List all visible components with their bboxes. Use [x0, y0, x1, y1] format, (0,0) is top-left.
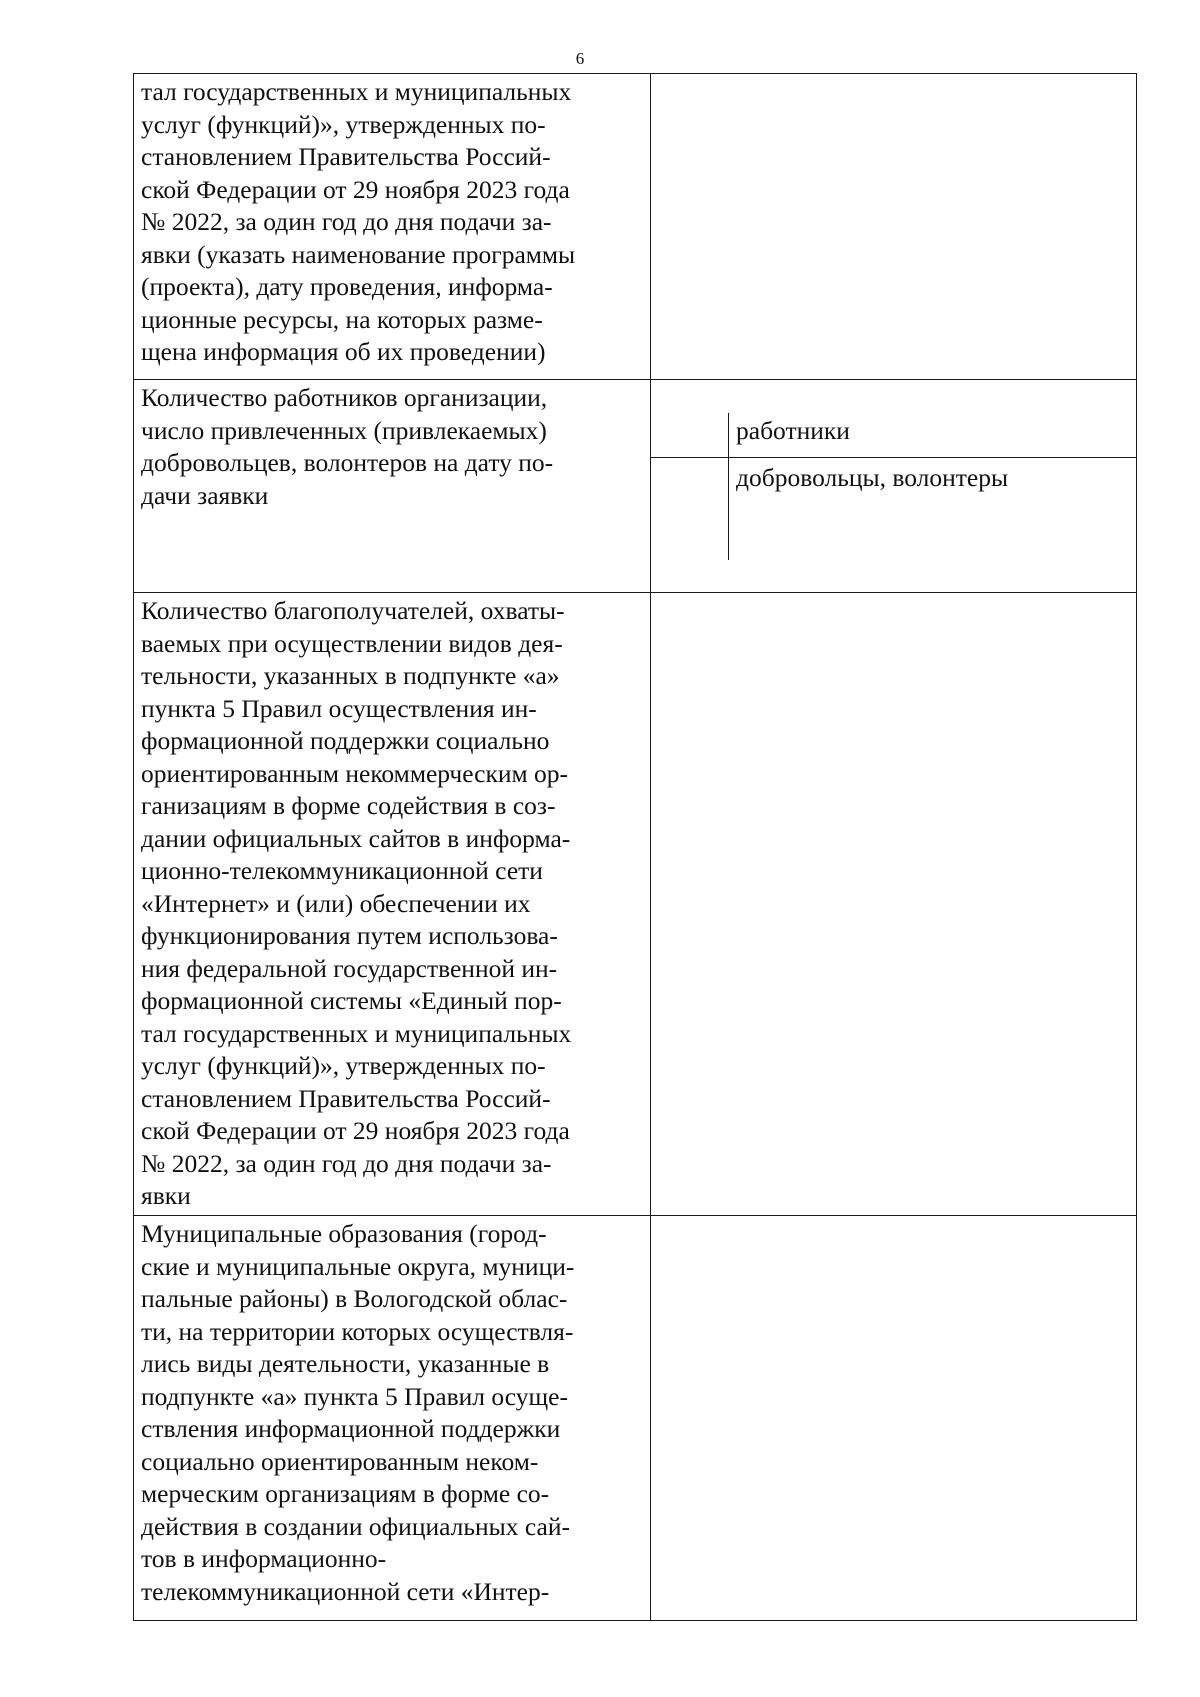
- table-row: [134, 593, 1137, 1216]
- volunteers-label: добровольцы, волонтеры: [736, 462, 1009, 492]
- row-value-field[interactable]: [651, 74, 1137, 380]
- volunteers-count-field[interactable]: [651, 457, 729, 560]
- page-number: 6: [575, 49, 585, 68]
- row-value-field[interactable]: [651, 593, 1137, 1216]
- row-value-field[interactable]: [651, 1216, 1137, 1621]
- staff-volunteers-cell: [651, 380, 1137, 593]
- row-label: Количество благополучателей, охваты- ваемых при осуществлении видов дея- тельности, указанных в подпункте «а» пункта 5 Правил осуществления ин- формационной поддержки социально ориентированным некоммерческим ор- ганизациям в форме содействия в соз- дании официальных сайтов в информа- ционно-телекоммуникационной сети «Интернет» и (или) обеспечении их функционирования путем использова- ния федеральной государственной ин- формационной системы «Единый пор- тал государственных и муниципальных услуг (функций)», утвержденных по- становлением Правительства Россий- ской Федерации от 29 ноября 2023 года № 2022, за один год до дня подачи за- явки: [134, 593, 651, 1216]
- employees-label: работники: [729, 413, 1137, 458]
- subtable-row: [651, 457, 1136, 560]
- table-row: [134, 1216, 1137, 1621]
- row-label: Количество работников организации, число привлеченных (привлекаемых) добровольцев, волонтеров на дату по- дачи заявки: [134, 380, 651, 593]
- application-form-table: [133, 73, 1137, 1621]
- row-label: тал государственных и муниципальных услуг (функций)», утвержденных по- становлением Правительства Россий- ской Федерации от 29 ноября 2023 года № 2022, за один год до дня подачи за- явки (указать наименование программы (проекта), дату проведения, информа- ционные ресурсы, на которых разме- щена информация об их проведении): [134, 74, 651, 380]
- row-label: Муниципальные образования (город- ские и муниципальные округа, муници- пальные районы) в Вологодской облас- ти, на территории которых осуществля- лись виды деятельности, указанные в подпункте «а» пункта 5 Правил осуще- ствления информационной поддержки социально ориентированным неком- мерческим организациям в форме со- действия в создании официальных сай- тов в информационно- телекоммуникационной сети «Интер-: [134, 1216, 651, 1621]
- subtable-row: [651, 413, 1136, 458]
- employees-count-field[interactable]: [651, 413, 729, 458]
- table-row: [134, 74, 1137, 380]
- table-row: [134, 380, 1137, 593]
- staff-volunteers-subtable: [651, 413, 1136, 560]
